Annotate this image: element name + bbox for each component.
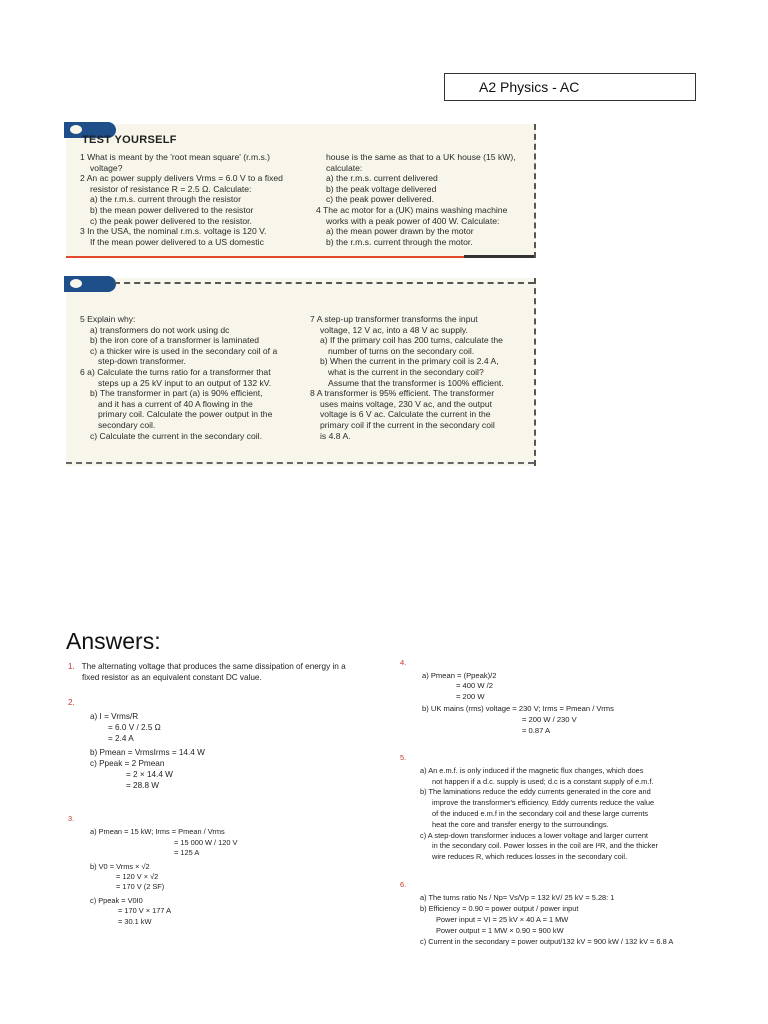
answer-line: b) UK mains (rms) voltage = 230 V; Irms = Pmean / Vrms [422,704,614,714]
answer-line: = 200 W [456,691,485,701]
q-line: c) a thicker wire is used in the secondary coil of a [90,345,278,356]
q-line: is 4.8 A. [320,430,351,441]
test-yourself-panel-1 [66,124,536,258]
q-line: b) the r.m.s. current through the motor. [326,236,473,247]
answer-line: = 28.8 W [126,781,159,790]
q-line: 4 The ac motor for a (UK) mains washing machine [316,204,508,215]
q-line: what is the current in the secondary coil? [328,366,484,377]
q-line: primary coil if the current in the secondary coil [320,419,495,430]
q-line: voltage, 12 V ac, into a 48 V ac supply. [320,324,468,335]
q-line: number of turns on the secondary coil. [328,345,475,356]
q-line: 7 A step-up transformer transforms the input [310,314,478,324]
answer-line: a) I = Vrms/R [90,712,139,721]
q-line: resistor of resistance R = 2.5 Ω. Calculate: [90,183,252,194]
q-line: b) When the current in the primary coil is 2.4 A, [320,356,499,367]
answer-line: c) Ppeak = V0I0 [90,895,143,905]
q-line: b) the mean power delivered to the resistor [90,204,254,215]
q-line: voltage is 6 V ac. Calculate the current in the [320,409,491,420]
q-line: a) the r.m.s. current through the resistor [90,194,241,205]
answer-3 [68,814,368,927]
answer-line: not happen if a d.c. supply is used; d.c is a constant supply of e.m.f. [432,776,654,786]
q-line: secondary coil. [98,419,156,430]
answer-number: 4. [400,658,407,667]
answer-line: a) An e.m.f. is only induced if the magnetic flux changes, which does [420,765,644,775]
answer-5 [400,753,720,863]
q-line: uses mains voltage, 230 V ac, and the output [320,398,492,409]
q-line: Assume that the transformer is 100% efficient. [328,377,504,388]
answer-4 [400,658,730,736]
answer-line: The alternating voltage that produces the same dissipation of energy in a [81,662,346,671]
answer-line: b) Efficiency = 0.90 = power output / power input [420,904,579,913]
q-line: and it has a current of 40 A flowing in the [98,398,253,409]
answer-number: 3. [68,814,75,823]
test-yourself-heading: TEST YOURSELF [82,134,177,146]
answer-line: a) The turns ratio Ns / Np= Vs/Vp = 132 kV/ 25 kV = 5.28: 1 [420,893,615,902]
panel-divider [114,282,534,284]
q-line: b) the peak voltage delivered [326,183,437,194]
answer-line: c) Current in the secondary = power output/132 kV = 900 kW / 132 kV = 6.8 A [420,937,674,946]
q-line: b) the iron core of a transformer is laminated [90,335,260,346]
answer-line: fixed resistor as an equivalent constant DC value. [82,673,262,682]
q-line: steps up a 25 kV input to an output of 132 kV. [98,377,272,388]
q-line: 8 A transformer is 95% efficient. The transformer [310,388,495,399]
q-line: c) the peak power delivered. [326,194,434,205]
answer-line: Power output = 1 MW × 0.90 = 900 kW [436,926,564,935]
answer-line: = 6.0 V / 2.5 Ω [108,723,161,732]
answer-line: = 200 W / 230 V [522,714,577,724]
answer-line: a) Pmean = (Ppeak)/2 [422,670,497,680]
panel-tab-icon [64,276,116,292]
panel-divider [66,462,534,464]
questions-5-6 [80,314,310,441]
q-line: voltage? [90,162,123,173]
questions-3-4 [316,152,526,247]
answer-line: = 30.1 kW [118,916,152,926]
answer-line: b) V0 = Vrms × √2 [90,861,150,871]
q-line: works with a peak power of 400 W. Calculate: [326,215,500,226]
q-line: a) the r.m.s. current delivered [326,173,438,184]
answer-line: of the induced e.m.f in the secondary coil and these large currents [432,808,649,818]
test-yourself-panel-2 [66,278,536,466]
answer-line: Power input = VI = 25 kV × 40 A = 1 MW [436,915,569,924]
answer-line: in the secondary coil. Power losses in the coil are I²R, and the thicker [432,841,658,851]
answer-number: 5. [400,753,407,762]
answers-heading: Answers: [66,628,161,654]
answer-number: 6. [400,880,407,889]
answer-number: 2. [68,698,75,707]
q-line: calculate: [326,162,363,173]
q-line: c) the peak power delivered to the resistor. [90,215,252,226]
answer-line: c) Ppeak = 2 Pmean [90,759,165,768]
q-line: a) If the primary coil has 200 turns, calculate the [320,335,503,346]
answer-line: = 120 V × √2 [116,872,159,882]
answer-line: heat the core and transfer energy to the surroundings. [432,819,609,829]
answer-line: = 2 × 14.4 W [126,770,173,779]
answer-line: b) The laminations reduce the eddy currents generated in the core and [420,787,651,797]
q-line: house is the same as that to a UK house (15 kW), [326,152,516,162]
q-line: a) the mean power drawn by the motor [326,226,474,237]
answer-line: b) Pmean = VrmsIrms = 14.4 W [90,748,205,757]
q-line: step-down transformer. [98,356,186,367]
answer-1 [68,661,388,683]
answer-line: = 0.87 A [522,725,551,735]
answer-6 [400,879,730,947]
answer-line: a) Pmean = 15 kW; Irms = Pmean / Vrms [90,827,225,837]
answer-number: 1. [68,662,75,671]
q-line: a) transformers do not work using dc [90,324,230,335]
page-title: A2 Physics - AC [444,73,696,101]
questions-7-8 [310,314,528,441]
answer-line: = 15 000 W / 120 V [174,837,238,847]
answer-2 [68,697,368,791]
answer-line: c) A step-down transformer induces a lower voltage and larger current [420,830,648,840]
panel-corner [464,255,534,258]
q-line: b) The transformer in part (a) is 90% efficient, [90,388,263,399]
answer-line: wire reduces R, which reduces losses in the secondary coil. [432,852,628,862]
answer-line: = 170 V × 177 A [118,906,172,916]
q-line: 1 What is meant by the 'root mean square' (r.m.s.) [80,152,271,162]
answer-line: improve the transformer's efficiency. Eddy currents reduce the value [432,798,655,808]
q-line: primary coil. Calculate the power output in the [98,409,273,420]
q-line: If the mean power delivered to a US domestic [90,236,264,247]
questions-1-3 [80,152,310,247]
q-line: 2 An ac power supply delivers Vrms = 6.0 V to a fixed [80,173,283,184]
q-line: 5 Explain why: [80,314,136,324]
answer-line: = 125 A [174,848,200,858]
q-line: c) Calculate the current in the secondary coil. [90,430,262,441]
answer-line: = 170 V (2 SF) [116,882,165,892]
q-line: 3 In the USA, the nominal r.m.s. voltage is 120 V. [80,226,267,237]
answer-line: = 400 W /2 [456,681,493,691]
answer-line: = 2.4 A [108,734,134,743]
q-line: 6 a) Calculate the turns ratio for a transformer that [80,366,271,377]
